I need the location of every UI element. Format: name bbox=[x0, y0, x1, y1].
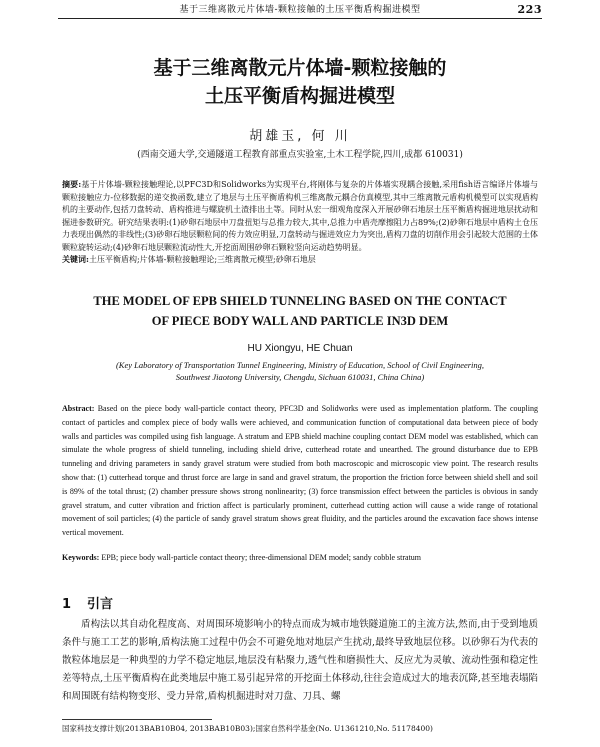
footnote-rule bbox=[62, 719, 212, 720]
section-number: 1 bbox=[62, 597, 72, 612]
running-head bbox=[58, 2, 542, 19]
cn-abstract-label: 摘要: bbox=[62, 179, 82, 189]
en-affiliation-line2: Southwest Jiaotong University, Chengdu, Sichuan 610031, China China) bbox=[175, 372, 425, 382]
en-affiliation-line1: (Key Laboratory of Transportation Tunnel Engineering, Ministry of Education, School of Civil Engineering, bbox=[115, 360, 485, 370]
cn-abstract-text: 基于片体墙-颗粒接触理论,以PFC3D和Solidworks为实现平台,将刚体与复杂的片体墙实现耦合接触,采用fish语言编译片体墙与颗粒接触应力-位移数据的递交换函数,建立了地层与土压平衡盾构机三维离散元耦合仿真模型,其中三维离散元盾构机模型可以实现盾构机的主要动作,包括刀盘转动、盾构推进与螺旋机土渣排出土等。同时从宏一细观角度深入开展砂卵石地层土压平衡盾构掘进地层扰动和掘进参数研究。研究结果表明:(1)砂卵石地层中刀盘扭矩与总推力较大,其中,总推力中盾壳摩擦阻力占89%;(2)砂卵石地层中盾构土仓压力表现出偶然的非线性;(3)砂卵石地层颗粒间的传力效应明显,刀盘转动与掘进效应力为突出,盾构刀盘的切削作用会引起较大范围的土体颗粒旋转运动;(4)砂卵石地层颗粒流动性大,开挖面周围砂卵石颗粒竖向运动趋势明显。 bbox=[62, 180, 538, 252]
en-abstract-text: Based on the piece body wall-particle contact theory, PFC3D and Solidworks were used as implementation platform. The coupling contact of particles and complex piece of body walls were achieved, and communication function of computational data between piece of body walls and particles was compiled using fish language. A stratum and EPB shield machine coupling contact DEM model was established, which can simulate the whole progress of shield tunneling, including shield drive, cutterhead rotate and unearthed. The ground disturbance due to EPB tunneling and driving parameters in sandy gravel stratum were studied from both macroscopic and microscopic view point. The research results show that: (1) cutterhead torque and thrust force are large in sand and gravel stratum, the proportion the friction force between shield shell and soil is 89% of the total thrust; (2) chamber pressure shows strong nonlinearity; (3) force transmission effect between the particles is obvious in sandy gravel stratum, and cutter vibration and friction affect is particularly prominent, cutterhead cutting action will cause a wide range of rotational movement of soil particles; (4) the particle of sandy gravel stratum shows great fluidity, and the particles around the excavation face shows intense vertical movement. bbox=[62, 404, 538, 538]
en-affiliation bbox=[58, 359, 542, 383]
cn-keywords bbox=[62, 253, 538, 266]
en-title-line1: THE MODEL OF EPB SHIELD TUNNELING BASED ON THE CONTACT bbox=[93, 294, 507, 308]
cn-authors: 胡雄玉, 何 川 bbox=[249, 129, 351, 144]
page-number: 223 bbox=[517, 3, 542, 16]
cn-title-line2: 土压平衡盾构掘进模型 bbox=[204, 85, 395, 107]
cn-title bbox=[0, 54, 600, 110]
en-keywords-label: Keywords: bbox=[62, 553, 100, 562]
en-abstract-label: Abstract: bbox=[62, 404, 95, 413]
en-keywords-text: EPB; piece body wall-particle contact theory; three-dimensional DEM model; sandy cobble stratum bbox=[101, 553, 422, 562]
cn-keywords-text: 土压平衡盾构;片体墙-颗粒接触理论;三维离散元模型;砂卵石地层 bbox=[88, 255, 316, 264]
en-keywords bbox=[62, 553, 538, 562]
footnote: 国家科技支撑计划(2013BAB10B04, 2013BAB10B03);国家自然科学基金(No. U1361210,No. 51178400) bbox=[62, 724, 433, 733]
en-title bbox=[0, 291, 600, 331]
en-authors: HU Xiongyu, HE Chuan bbox=[247, 343, 353, 354]
running-title: 基于三维离散元片体墙-颗粒接触的土压平衡盾构掘进模型 bbox=[179, 5, 421, 15]
section-title: 引言 bbox=[87, 597, 114, 612]
en-abstract bbox=[62, 402, 538, 540]
cn-affiliation: (西南交通大学,交通隧道工程教育部重点实验室,土木工程学院,四川,成都 610031) bbox=[137, 150, 463, 160]
en-title-line2: OF PIECE BODY WALL AND PARTICLE IN3D DEM bbox=[151, 314, 449, 328]
cn-title-line1: 基于三维离散元片体墙-颗粒接触的 bbox=[153, 57, 447, 79]
cn-abstract bbox=[62, 178, 538, 254]
section-heading bbox=[62, 593, 113, 612]
body-paragraph: 盾构法以其自动化程度高、对周围环境影响小的特点而成为城市地铁隧道施工的主流方法,然而,由于受到地质条件与施工工艺的影响,盾构法施工过程中仍会不可避免地对地层产生扰动,最终导致地层位移。以砂卵石为代表的散粒体地层是一种典型的力学不稳定地层,地层没有粘聚力,透气性和磨损性大、反应尤为灵敏、流动性强和稳定性差等特点,土压平衡盾构在此类地层中施工易引起异常的开挖面土体移动,往往会造成过大的地表沉降,甚至地表塌陷和周围既有结构物变形、受力异常,盾构机掘进时对刀盘、刀具、螺 bbox=[62, 619, 538, 702]
cn-keywords-label: 关键词: bbox=[62, 254, 89, 264]
